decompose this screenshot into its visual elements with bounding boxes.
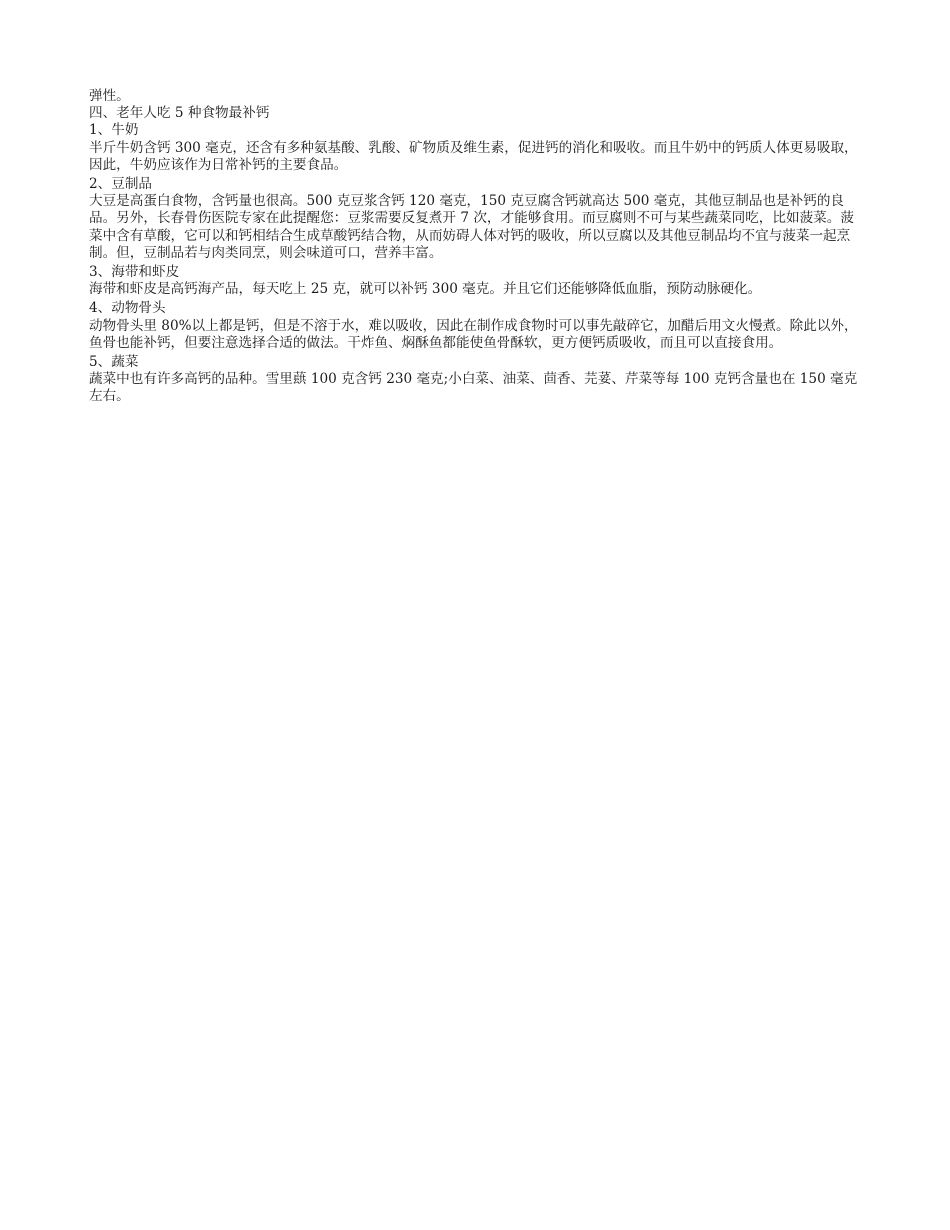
item-body-soy: 大豆是高蛋白食物，含钙量也很高。500 克豆浆含钙 120 毫克，150 克豆腐含钙就高达 500 毫克，其他豆制品也是补钙的良品。另外，长春骨伤医院专家在此提醒您：豆浆需要反复煮开 7 次，才能够食用。而豆腐则不可与某些蔬菜同吃，比如菠菜。菠菜中含有草酸，它可以和钙相结合生成草酸钙结合物，从而妨碍人体对钙的吸收，所以豆腐以及其他豆制品均不宜与菠菜一起烹制。但，豆制品若与肉类同烹，则会味道可口，营养丰富。 xyxy=(89,193,854,261)
item-heading-bone: 4、动物骨头 xyxy=(89,300,166,317)
item-body-bone: 动物骨头里 80%以上都是钙，但是不溶于水，难以吸收，因此在制作成食物时可以事先敲碎它，加醋后用文火慢煮。除此以外，鱼骨也能补钙，但要注意选择合适的做法。干炸鱼、焖酥鱼都能使鱼骨酥软，更方便钙质吸收，而且可以直接食用。 xyxy=(89,317,858,351)
item-heading-soy: 2、豆制品 xyxy=(89,176,153,193)
item-heading-vegetable: 5、蔬菜 xyxy=(89,354,139,371)
item-body-vegetable: 蔬菜中也有许多高钙的品种。雪里蕻 100 克含钙 230 毫克;小白菜、油菜、茴香、芫荽、芹菜等每 100 克钙含量也在 150 毫克左右。 xyxy=(89,371,858,405)
item-heading-milk: 1、牛奶 xyxy=(89,122,139,139)
section-title: 四、老年人吃 5 种食物最补钙 xyxy=(89,105,270,122)
item-body-seaweed: 海带和虾皮是高钙海产品，每天吃上 25 克，就可以补钙 300 毫克。并且它们还能够降低血脂，预防动脉硬化。 xyxy=(89,281,762,298)
item-heading-seaweed: 3、海带和虾皮 xyxy=(89,264,180,281)
item-body-milk: 半斤牛奶含钙 300 毫克，还含有多种氨基酸、乳酸、矿物质及维生素，促进钙的消化和吸收。而且牛奶中的钙质人体更易吸取，因此，牛奶应该作为日常补钙的主要食品。 xyxy=(89,139,858,173)
intro-tail-text: 弹性。 xyxy=(89,88,130,104)
document-page xyxy=(89,88,864,408)
